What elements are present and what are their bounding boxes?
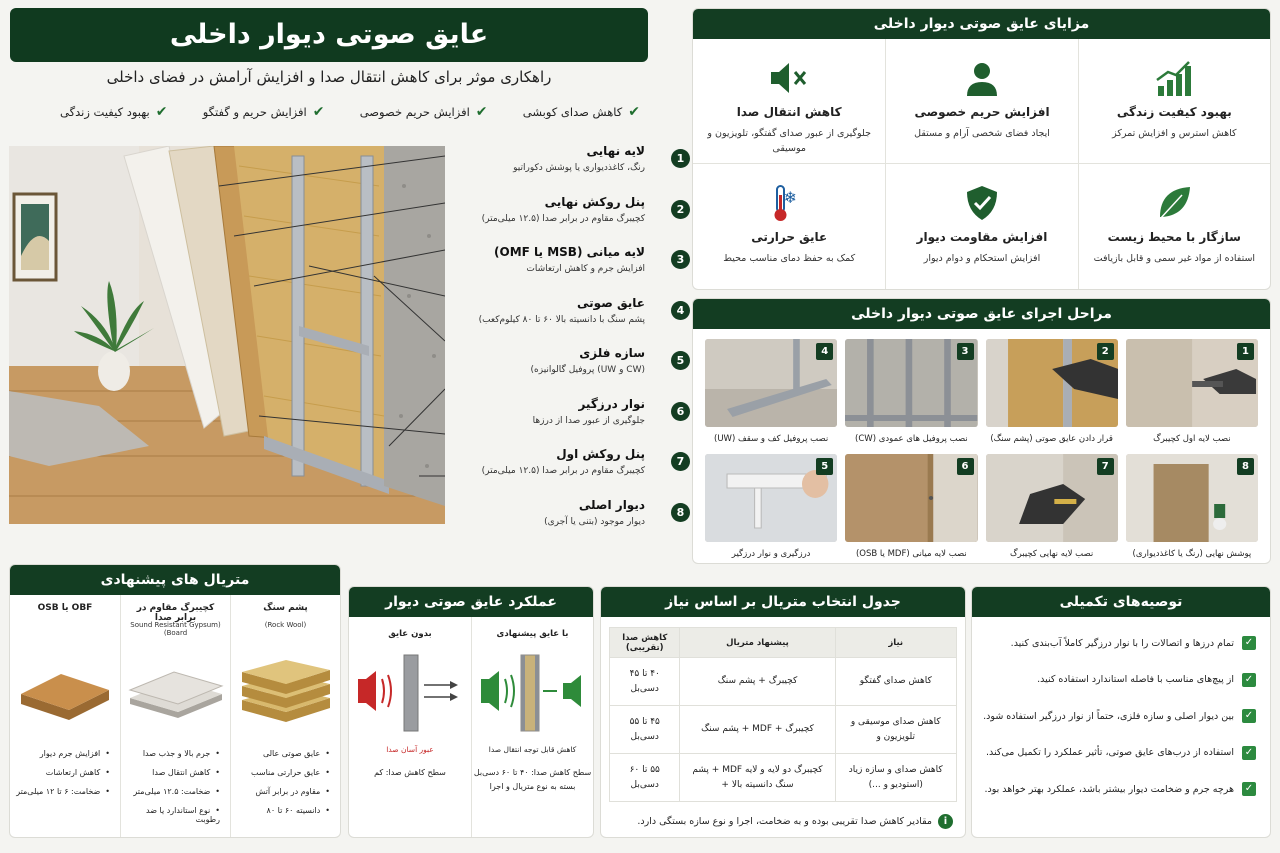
- layer-title: لایه نهایی: [586, 144, 645, 158]
- feature-chip: [523, 104, 640, 120]
- step-number: 5: [816, 458, 833, 475]
- benefit-card: [885, 39, 1077, 164]
- layer-item: [455, 195, 690, 242]
- table-cell: کاهش صدای موسیقی و تلویزیون و: [835, 706, 957, 754]
- layer-number: 5: [671, 351, 690, 370]
- steps-header: مراحل اجرای عایق صوتی دیوار داخلی: [693, 299, 1270, 329]
- feature-chips: [60, 104, 640, 120]
- step-caption: درزگیری و نوار درزگیر: [731, 549, 811, 559]
- table-cell: کچیبرگ + پشم سنگ: [680, 658, 835, 706]
- material-features: [14, 749, 116, 796]
- step-card: [986, 339, 1118, 448]
- benefit-desc: افزایش استحکام و دوام دیوار: [923, 253, 1041, 264]
- benefit-title: افزایش مقاومت دیوار: [916, 230, 1048, 244]
- page-title: عایق صوتی دیوار داخلی: [10, 8, 648, 62]
- detail-line: بسته به نوع متریال و اجرا: [489, 782, 576, 792]
- layer-item: [455, 447, 690, 494]
- layer-item: [455, 245, 690, 292]
- step-number: 7: [1097, 458, 1114, 475]
- layer-desc: دیوار موجود (بتنی یا آجری): [544, 516, 645, 527]
- tip-text: از پیچ‌های مناسب با فاصله استاندارد استفاده کنید.: [1037, 674, 1234, 686]
- layer-title: سازه فلزی: [579, 346, 645, 360]
- detail-line: سطح کاهش صدا: ۴۰ تا ۶۰ دسی‌بل: [473, 768, 592, 777]
- material-selection-table: [609, 627, 957, 802]
- tip-item: [972, 771, 1270, 808]
- gypsum-board-image: [125, 651, 226, 727]
- benefits-panel: [692, 8, 1271, 290]
- layer-title: پنل روکش اول: [556, 447, 645, 461]
- performance-header: عملکرد عایق صوتی دیوار: [349, 587, 593, 617]
- layer-number: 3: [671, 250, 690, 269]
- layer-number: 7: [671, 452, 690, 471]
- check-icon: ✔: [155, 104, 168, 120]
- footnote-text: مقادیر کاهش صدا تقریبی بوده و به ضخامت، اجرا و نوع سازه بستگی دارد.: [637, 816, 932, 827]
- without-insulation-label: بدون عایق: [388, 629, 432, 639]
- layer-number: 2: [671, 200, 690, 219]
- check-icon: ✓: [1242, 636, 1256, 650]
- benefit-desc: کاهش استرس و افزایش تمرکز: [1112, 128, 1237, 139]
- tip-item: [972, 698, 1270, 735]
- leaf-icon: [1085, 182, 1264, 224]
- table-header: جدول انتخاب متریال بر اساس نیاز: [601, 587, 965, 617]
- mute-speaker-icon: [699, 57, 879, 99]
- layer-desc: رنگ، کاغذدیواری یا پوشش دکوراتیو: [513, 163, 645, 173]
- table-cell: کاهش صدای گفتگو: [835, 658, 957, 706]
- check-icon: ✓: [1242, 709, 1256, 723]
- material-card: [120, 595, 230, 838]
- without-insulation-column: [349, 617, 471, 837]
- step-caption: نصب لایه اول کچیبرگ: [1153, 434, 1231, 444]
- step-image: [1126, 454, 1258, 542]
- step-card: [845, 454, 977, 563]
- layer-title: نوار درزگیر: [578, 396, 645, 411]
- step-card: [845, 339, 977, 448]
- table-cell: کچیبرگ + MDF + پشم سنگ: [680, 706, 835, 754]
- wall-layers-drawing: [9, 146, 445, 524]
- layer-item: [455, 397, 690, 444]
- benefit-title: کاهش انتقال صدا: [736, 105, 842, 119]
- check-icon: ✓: [1242, 746, 1256, 760]
- layer-desc: کچیبرگ مقاوم در برابر صدا (۱۲.۵ میلی‌متر): [481, 213, 645, 224]
- material-feature: • مقاوم در برابر آتش: [235, 787, 330, 796]
- check-icon: ✔: [628, 104, 640, 120]
- benefit-title: افزایش حریم خصوصی: [914, 105, 1050, 119]
- column-header: نیاز: [835, 628, 957, 658]
- layer-desc: افزایش جرم و کاهش ارتعاشات: [526, 264, 645, 274]
- column-header: پیشنهاد متریال: [680, 628, 835, 658]
- step-image: [1126, 339, 1258, 427]
- step-card: [705, 454, 837, 563]
- material-card: [10, 595, 120, 838]
- without-insulation-note: عبور آسان صدا: [386, 745, 434, 754]
- benefit-desc: جلوگیری از عبور صدای گفتگو، تلویزیون و موسیقی: [707, 128, 871, 155]
- material-feature: • دانسیته ۶۰ تا ۸۰: [235, 806, 330, 815]
- step-image: [986, 339, 1118, 427]
- benefit-desc: کمک به حفظ دمای مناسب محیط: [723, 253, 856, 264]
- material-card: [230, 595, 340, 838]
- material-name: OBF یا OSB: [37, 603, 93, 613]
- performance-panel: [348, 586, 594, 838]
- benefits-header: مزایای عایق صوتی دیوار داخلی: [693, 9, 1270, 39]
- table-cell: ۵۵ تا ۶۰ دسی‌بل: [610, 754, 680, 802]
- step-image: [705, 339, 837, 427]
- table-row: [610, 754, 957, 802]
- layer-desc: پشم سنگ با دانسیته بالا ۶۰ تا ۸۰ کیلوم‌کعب): [478, 314, 645, 325]
- tips-panel: [971, 586, 1271, 838]
- step-image: [845, 454, 977, 542]
- check-icon: ✔: [312, 104, 325, 120]
- step-number: 8: [1237, 458, 1254, 475]
- material-sub: [14, 621, 116, 651]
- with-insulation-note: کاهش قابل توجه انتقال صدا: [488, 745, 577, 754]
- layer-item: [455, 346, 690, 393]
- step-caption: نصب لایه میانی (MDF یا OSB): [855, 549, 967, 559]
- layer-title: پنل روکش نهایی: [544, 194, 645, 209]
- column-header: کاهش صدا (تقریبی): [610, 628, 680, 658]
- step-number: 3: [957, 343, 974, 360]
- benefit-card: [693, 39, 885, 164]
- layer-title: عایق صوتی: [577, 295, 645, 310]
- svg-text:❄: ❄: [783, 188, 798, 207]
- thermometer-snow-icon: [699, 182, 879, 224]
- step-card: [1126, 339, 1258, 448]
- table-cell: ۴۰ تا ۴۵ دسی‌بل: [610, 658, 680, 706]
- chip-label: افزایش حریم و گفتگو: [202, 105, 307, 119]
- without-insulation-details: [349, 766, 471, 780]
- layer-number: 6: [671, 402, 690, 421]
- benefit-card: [885, 164, 1077, 289]
- step-caption: قرار دادن عایق صوتی (پشم سنگ): [990, 434, 1113, 444]
- with-insulation-label: با عایق پیشنهادی: [496, 629, 569, 639]
- material-feature: • ضخامت: ۱۲.۵ میلی‌متر: [125, 787, 220, 796]
- chip-label: بهبود کیفیت زندگی: [60, 105, 150, 119]
- layer-item: [455, 498, 690, 545]
- layer-desc: جلوگیری از عبور صدا از درزها: [532, 415, 645, 426]
- material-feature: • کاهش ارتعاشات: [14, 768, 110, 777]
- layer-desc: (CW و UW) پروفیل گالوانیزه): [530, 365, 645, 375]
- materials-header: متریال های پیشنهادی: [10, 565, 340, 595]
- step-caption: نصب پروفیل کف و سقف (UW): [713, 434, 829, 444]
- feature-chip: [360, 104, 488, 120]
- step-image: [986, 454, 1118, 542]
- material-feature: • کاهش انتقال صدا: [125, 768, 220, 777]
- check-icon: ✓: [1242, 673, 1256, 687]
- material-sub: (Sound Resistant Gypsum Board): [130, 621, 221, 637]
- layer-number: 1: [671, 149, 690, 168]
- benefit-title: بهبود کیفیت زندگی: [1116, 105, 1232, 119]
- table-footnote: [601, 814, 953, 829]
- materials-panel: [9, 564, 341, 838]
- material-feature: • نوع استاندارد یا ضد رطوبت: [125, 806, 220, 824]
- material-feature: • جرم بالا و جذب صدا: [125, 749, 220, 758]
- step-image: [705, 454, 837, 542]
- tip-item: [972, 735, 1270, 772]
- chip-label: افزایش حریم خصوصی: [359, 105, 470, 119]
- table-row: [610, 706, 957, 754]
- table-cell: ۴۵ تا ۵۵ دسی‌بل: [610, 706, 680, 754]
- table-row: [610, 658, 957, 706]
- benefit-card: [1078, 164, 1270, 289]
- chip-label: کاهش صدای کوبشی: [522, 105, 623, 119]
- benefit-card: [1078, 39, 1270, 164]
- with-insulation-details: [472, 766, 593, 795]
- benefit-card: [693, 164, 885, 289]
- growth-chart-icon: [1085, 57, 1264, 99]
- tip-text: تمام درزها و اتصالات را با نوار درزگیر کاملاً آب‌بندی کنید.: [1010, 637, 1234, 649]
- layers-legend: [455, 140, 690, 544]
- uninsulated-wall-diagram: [349, 649, 471, 737]
- benefit-desc: ایجاد فضای شخصی آرام و مستقل: [914, 128, 1050, 139]
- material-feature: • عایق صوتی عالی: [235, 749, 330, 758]
- table-cell: کاهش صدای و سازه زیاد (استودیو و ...): [835, 754, 957, 802]
- tip-text: استفاده از درب‌های عایق صوتی، تأثیر عملکرد را تکمیل می‌کند.: [985, 747, 1234, 759]
- step-card: [986, 454, 1118, 563]
- detail-line: سطح کاهش صدا: کم: [374, 768, 446, 777]
- benefit-desc: استفاده از مواد غیر سمی و قابل بازیافت: [1093, 253, 1256, 264]
- insulated-wall-diagram: [472, 649, 593, 737]
- step-caption: نصب لایه نهایی کچیبرگ: [1010, 549, 1094, 559]
- shield-check-icon: [892, 182, 1071, 224]
- layer-item: [455, 296, 690, 343]
- benefit-title: سازگار با محیط زیست: [1107, 230, 1241, 244]
- layer-desc: کچیبرگ مقاوم در برابر صدا (۱۲.۵ میلی‌متر): [481, 466, 645, 476]
- layer-title: لایه میانی (MSB یا OMF): [494, 245, 645, 259]
- wall-cross-section-illustration: [9, 146, 445, 524]
- layer-item: [455, 144, 690, 191]
- step-image: [845, 339, 977, 427]
- step-caption: نصب پروفیل های عمودی (CW): [855, 434, 968, 444]
- rock-wool-image: [235, 651, 336, 727]
- step-card: [1126, 454, 1258, 563]
- tip-item: [972, 625, 1270, 662]
- step-caption: پوشش نهایی (رنگ یا کاغذدیواری): [1132, 549, 1252, 559]
- layer-number: 4: [671, 301, 690, 320]
- material-sub: (Rock Wool): [264, 621, 307, 629]
- layer-number: 8: [671, 503, 690, 522]
- check-icon: ✓: [1242, 782, 1256, 796]
- material-feature: • عایق حرارتی مناسب: [235, 768, 330, 777]
- page-subtitle: راهکاری موثر برای کاهش انتقال صدا و افزایش آرامش در فضای داخلی: [106, 68, 552, 86]
- material-feature: • ضخامت: ۶ تا ۱۲ میلی‌متر: [14, 787, 110, 796]
- layer-title: دیوار اصلی: [578, 497, 645, 512]
- material-selection-table-panel: [600, 586, 966, 838]
- check-icon: ✔: [475, 104, 488, 120]
- osb-board-image: [14, 651, 116, 727]
- feature-chip: [203, 104, 325, 120]
- person-icon: [892, 57, 1071, 99]
- info-icon: i: [938, 814, 953, 829]
- step-number: 4: [816, 343, 833, 360]
- tips-header: توصیه‌های تکمیلی: [972, 587, 1270, 617]
- table-cell: کچیبرگ دو لایه و لایه MDF + پشم سنگ دانسیته بالا +: [680, 754, 835, 802]
- material-name: کچیبرگ مقاوم در برابر صدا: [136, 603, 215, 623]
- step-number: 1: [1237, 343, 1254, 360]
- material-features: [125, 749, 226, 824]
- tip-text: هرچه جرم و ضخامت دیوار بیشتر باشد، عملکرد بهتر خواهد بود.: [984, 783, 1234, 795]
- material-features: [235, 749, 336, 815]
- installation-steps-panel: [692, 298, 1271, 564]
- step-number: 6: [957, 458, 974, 475]
- with-insulation-column: [471, 617, 593, 837]
- feature-chip: [60, 104, 167, 120]
- tip-text: بین دیوار اصلی و سازه فلزی، حتماً از نوار درزگیر استفاده شود.: [983, 710, 1234, 722]
- material-feature: • افزایش جرم دیوار: [14, 749, 110, 758]
- material-name: پشم سنگ: [263, 603, 308, 613]
- tip-item: [972, 662, 1270, 699]
- benefit-title: عایق حرارتی: [751, 230, 828, 244]
- step-card: [705, 339, 837, 448]
- step-number: 2: [1097, 343, 1114, 360]
